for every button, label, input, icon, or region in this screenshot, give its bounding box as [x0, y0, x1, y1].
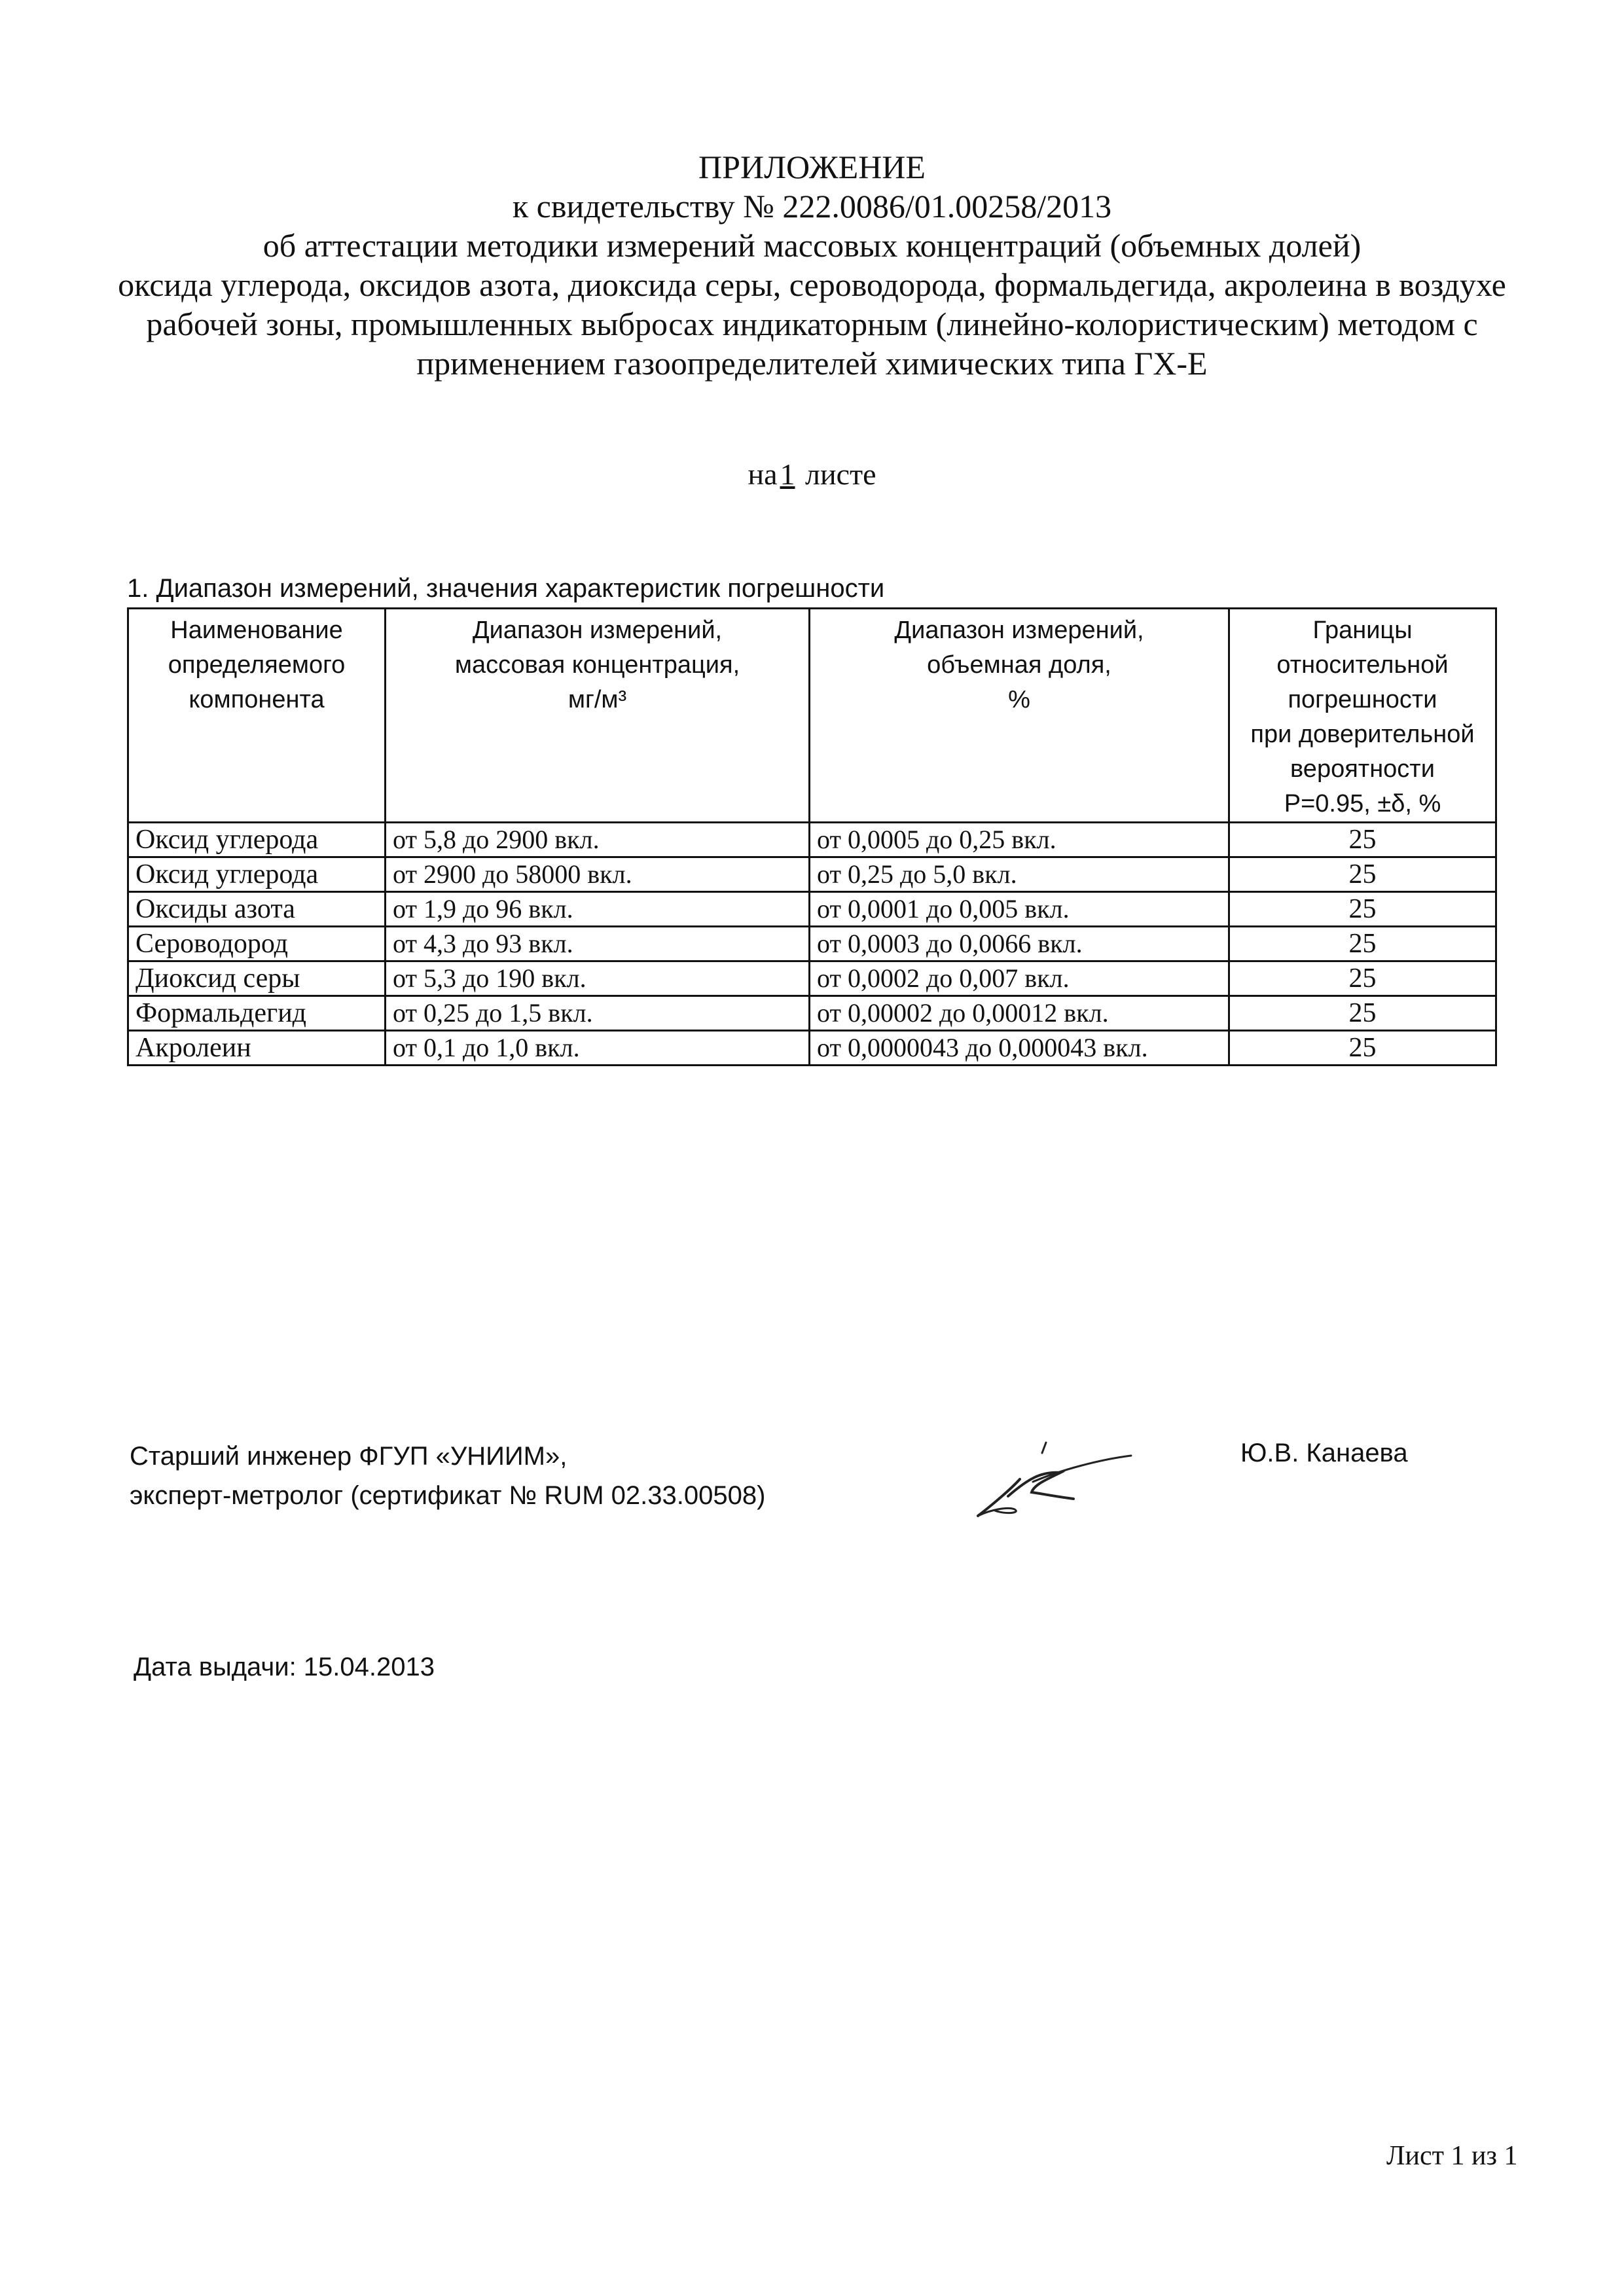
- column-header-volume-fraction: Диапазон измерений, объемная доля, %: [810, 609, 1229, 823]
- certificate-reference: к свидетельству № 222.0086/01.00258/2013: [512, 188, 1112, 224]
- error-limit-cell: 25: [1229, 1031, 1496, 1066]
- section-title: 1. Диапазон измерений, значения характеристик погрешности: [127, 574, 885, 603]
- error-limit-cell: 25: [1229, 892, 1496, 927]
- mass-range-cell: от 5,3 до 190 вкл.: [386, 961, 810, 996]
- table-header-row: [128, 609, 1496, 823]
- error-limit-cell: 25: [1229, 857, 1496, 892]
- volume-range-cell: от 0,0000043 до 0,000043 вкл.: [810, 1031, 1229, 1066]
- mass-range-cell: от 5,8 до 2900 вкл.: [386, 823, 810, 857]
- column-header-mass-concentration: Диапазон измерений, массовая концентрация, мг/м³: [386, 609, 810, 823]
- sheet-count-suffix: листе: [805, 457, 876, 491]
- sheet-count-prefix: на: [748, 457, 778, 491]
- signer-position: Старший инженер ФГУП «УНИИМ»,: [130, 1442, 568, 1471]
- mass-range-cell: от 4,3 до 93 вкл.: [386, 927, 810, 961]
- signer-name: Ю.В. Канаева: [1240, 1439, 1408, 1467]
- component-cell: Диоксид серы: [128, 961, 386, 996]
- component-cell: Оксиды азота: [128, 892, 386, 927]
- table-row: [128, 823, 1496, 857]
- component-cell: Оксид углерода: [128, 857, 386, 892]
- signer-block: [130, 1437, 765, 1515]
- error-limit-cell: 25: [1229, 961, 1496, 996]
- volume-range-cell: от 0,00002 до 0,00012 вкл.: [810, 996, 1229, 1031]
- issue-date: Дата выдачи: 15.04.2013: [134, 1653, 435, 1681]
- component-cell: Акролеин: [128, 1031, 386, 1066]
- volume-range-cell: от 0,25 до 5,0 вкл.: [810, 857, 1229, 892]
- signer-role: эксперт-метролог (сертификат № RUM 02.33.00508): [130, 1481, 766, 1510]
- volume-range-cell: от 0,0005 до 0,25 вкл.: [810, 823, 1229, 857]
- sheet-count-line: [0, 457, 1624, 492]
- mass-range-cell: от 0,1 до 1,0 вкл.: [386, 1031, 810, 1066]
- error-limit-cell: 25: [1229, 927, 1496, 961]
- table-row: [128, 892, 1496, 927]
- volume-range-cell: от 0,0003 до 0,0066 вкл.: [810, 927, 1229, 961]
- document-title: ПРИЛОЖЕНИЕ: [698, 149, 926, 185]
- error-limit-cell: 25: [1229, 823, 1496, 857]
- subject-line: об аттестации методики измерений массовых концентраций (объемных долей): [262, 227, 1362, 264]
- mass-range-cell: от 2900 до 58000 вкл.: [386, 857, 810, 892]
- component-cell: Оксид углерода: [128, 823, 386, 857]
- page-number: Лист 1 из 1: [1386, 2141, 1518, 2171]
- column-header-error-limits: Границы относительной погрешности при доверительной вероятности Р=0.95, ±δ, %: [1229, 609, 1496, 823]
- volume-range-cell: от 0,0002 до 0,007 вкл.: [810, 961, 1229, 996]
- subject-line: оксида углерода, оксидов азота, диоксида серы, сероводорода, формальдегида, акролеина в воздухе: [118, 266, 1506, 303]
- subject-line: рабочей зоны, промышленных выбросах индикаторным (линейно-колористическим) методом с: [146, 306, 1478, 342]
- error-limit-cell: 25: [1229, 996, 1496, 1031]
- measurement-ranges-table: [127, 607, 1497, 1066]
- table-row: [128, 927, 1496, 961]
- table-row: [128, 1031, 1496, 1066]
- document-header: [0, 147, 1624, 383]
- column-header-component: Наименование определяемого компонента: [128, 609, 386, 823]
- mass-range-cell: от 1,9 до 96 вкл.: [386, 892, 810, 927]
- component-cell: Формальдегид: [128, 996, 386, 1031]
- table-row: [128, 961, 1496, 996]
- table-row: [128, 996, 1496, 1031]
- sheet-count-value: 1: [780, 457, 795, 491]
- mass-range-cell: от 0,25 до 1,5 вкл.: [386, 996, 810, 1031]
- component-cell: Сероводород: [128, 927, 386, 961]
- volume-range-cell: от 0,0001 до 0,005 вкл.: [810, 892, 1229, 927]
- signature-image: [969, 1433, 1139, 1525]
- subject-line: применением газоопределителей химических типа ГХ-Е: [416, 345, 1208, 382]
- table-row: [128, 857, 1496, 892]
